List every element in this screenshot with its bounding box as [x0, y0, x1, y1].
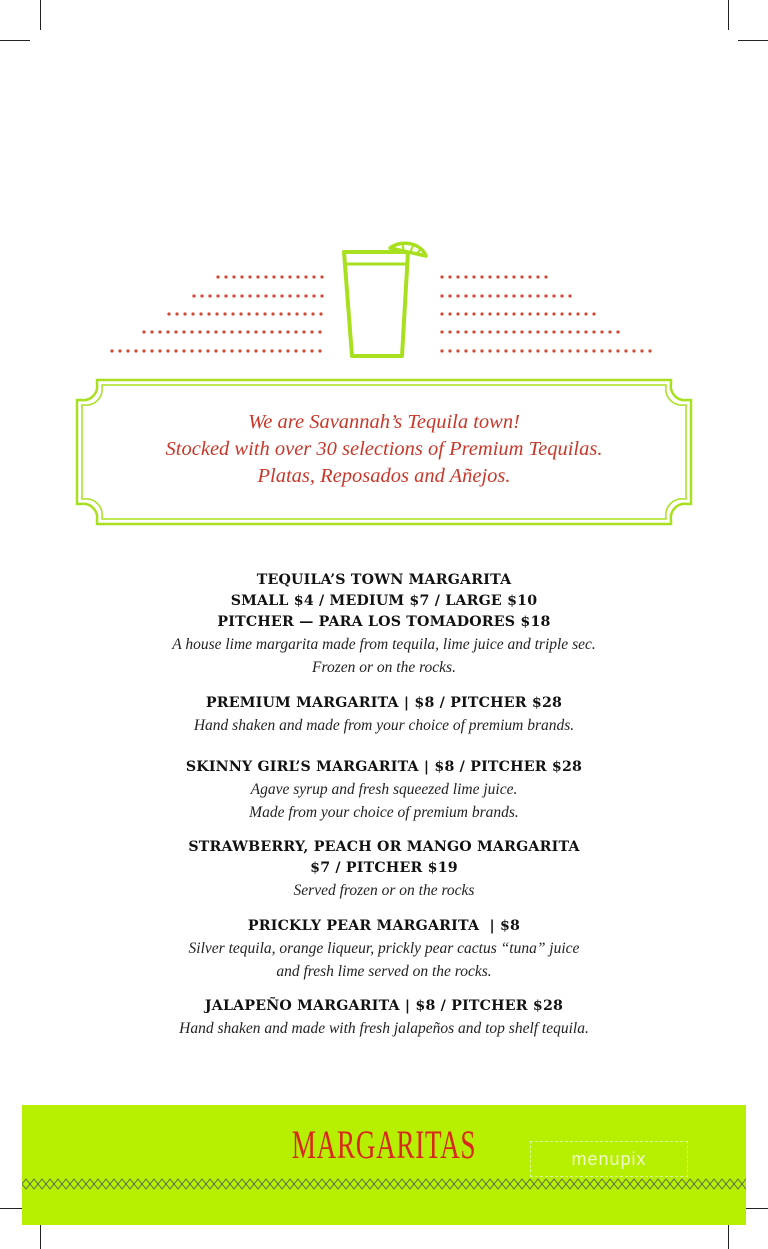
item-description: and fresh lime served on the rocks.: [276, 963, 492, 980]
intro-text: [75, 409, 693, 490]
dot-row: [440, 294, 574, 298]
dot-row: [110, 349, 328, 353]
item-description: A house lime margarita made from tequila, lime juice and triple sec.: [172, 636, 596, 653]
item-description: Agave syrup and fresh squeezed lime juice.: [250, 781, 518, 798]
menu-item-premium: [0, 693, 768, 737]
menu-item-strawberry-peach-mango: [0, 837, 768, 902]
crop-mark-top-left-v: [40, 0, 41, 30]
item-description: Silver tequila, orange liqueur, prickly pear cactus “tuna” juice: [188, 940, 580, 957]
margarita-glass-icon: [330, 232, 430, 360]
dot-row: [440, 349, 656, 353]
watermark: menupix: [530, 1141, 688, 1177]
dot-row: [216, 275, 328, 279]
crop-mark-top-right-h: [738, 40, 768, 41]
section-title: MARGARITAS: [291, 1122, 477, 1167]
item-title: STRAWBERRY, PEACH OR MANGO MARGARITA: [188, 839, 580, 855]
item-description: Hand shaken and made from your choice of premium brands.: [193, 717, 575, 734]
menu-item-skinny-girl: [0, 757, 768, 824]
item-title: SMALL $4 / MEDIUM $7 / LARGE $10: [230, 593, 538, 609]
item-title: SKINNY GIRL’S MARGARITA | $8 / PITCHER $28: [185, 759, 583, 775]
item-description: Frozen or on the rocks.: [312, 659, 456, 676]
item-title: $7 / PITCHER $19: [310, 860, 458, 876]
intro-line: Platas, Reposados and Añejos.: [257, 465, 511, 487]
item-description: Served frozen or on the rocks: [293, 882, 475, 899]
item-title: PREMIUM MARGARITA | $8 / PITCHER $28: [205, 695, 563, 711]
dot-row: [440, 312, 598, 316]
dot-row: [142, 330, 328, 334]
menu-item-jalapeno: [0, 996, 768, 1040]
zigzag-border: [22, 1177, 746, 1191]
menu-item-prickly-pear: [0, 916, 768, 983]
item-title: PRICKLY PEAR MARGARITA | $8: [247, 918, 521, 934]
footer-band: [22, 1105, 746, 1225]
dot-row: [192, 294, 328, 298]
dot-row: [440, 330, 624, 334]
item-description: Hand shaken and made with fresh jalapeños and top shelf tequila.: [179, 1020, 589, 1037]
crop-mark-top-right-v: [728, 0, 729, 30]
item-title: TEQUILA’S TOWN MARGARITA: [256, 572, 512, 588]
item-title: JALAPEÑO MARGARITA | $8 / PITCHER $28: [204, 998, 564, 1014]
intro-line: We are Savannah’s Tequila town!: [248, 411, 520, 433]
menu-item-tequilas-town: [0, 570, 768, 679]
intro-line: Stocked with over 30 selections of Premium Tequilas.: [165, 438, 603, 460]
dot-row: [440, 275, 550, 279]
item-description: Made from your choice of premium brands.: [249, 804, 519, 821]
crop-mark-top-left-h: [0, 40, 30, 41]
item-title: PITCHER — PARA LOS TOMADORES $18: [217, 614, 551, 630]
dot-row: [167, 312, 328, 316]
